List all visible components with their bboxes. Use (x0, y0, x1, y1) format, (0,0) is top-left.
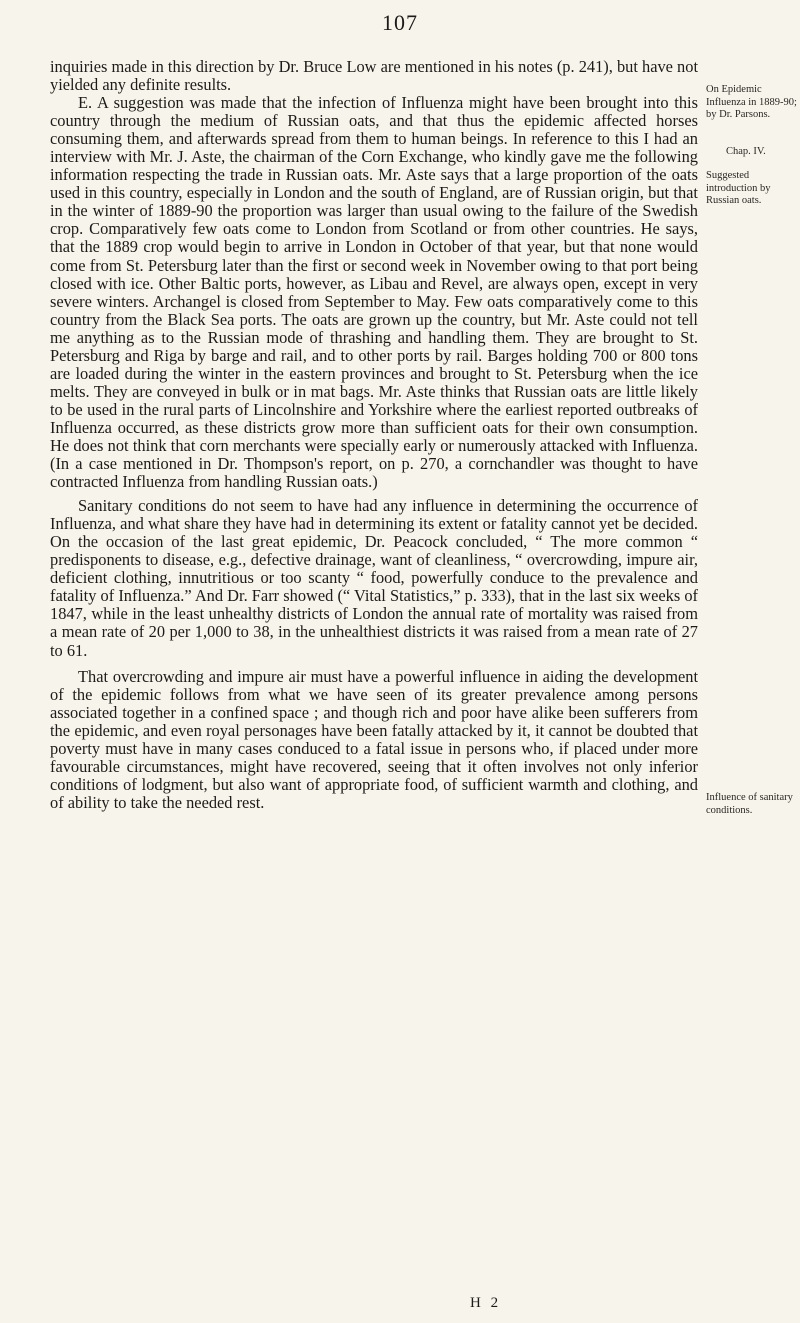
margin-note-sanitary: Influence of sanitary conditions. (706, 792, 793, 816)
signature-mark: H 2 (470, 1295, 502, 1311)
page-number: 107 (382, 10, 418, 35)
paragraph-continuation: inquiries made in this direction by Dr. Bruce Low are mentioned in his notes (p. 241), but have not yielded any definite results. (50, 57, 698, 95)
margin-note-russian-oats: Suggested introduction by Russian oats. (706, 170, 771, 206)
paragraph-overcrowding: That overcrowding and impure air must have a powerful influence in aiding the development of the epidemic follows from what we have seen of its greater prevalence among persons associated together in a confined space ; and though rich and poor have alike been sufferers from the epidemic, and even royal personages have been fatally attacked by it, it cannot be doubted that poverty must have in many cases conduced to a fatal issue in persons who, if placed under more favourable circumstances, might have recovered, seeing that it often involves not only inferior conditions of lodgment, but also want of appropriate food, of sufficient warmth and clothing, and of ability to take the needed rest. (50, 666, 698, 812)
margin-note-chapter: Chap. IV. (726, 146, 766, 157)
paragraph-sanitary-conditions: Sanitary conditions do not seem to have had any influence in determining the occurrence of Influenza, and what share they have had in determining its extent or fatality cannot yet be decided. On the occasion of the last great epidemic, Dr. Peacock concluded, “ The more common “ predisponents to disease, e.g., defective drainage, want of cleanliness, “ overcrowding, impure air, deficient clothing, innutritious or too scanty “ food, powerfully conduce to the prevalence and fatality of Influenza.” And Dr. Farr showed (“ Vital Statistics,” p. 333), that in the last six weeks of 1847, while in the least unhealthy districts of London the annual rate of mortality was raised from a mean rate of 20 per 1,000 to 38, in the unhealthiest districts it was raised from a mean rate of 27 to 61. (50, 496, 698, 660)
paragraph-russian-oats: E. A suggestion was made that the infection of Influenza might have been brought into this country through the medium of Russian oats, and that thus the epidemic affected horses consuming them, and afterwards spread from them to human beings. In reference to this I had an interview with Mr. J. Aste, the chairman of the Corn Exchange, who kindly gave me the following information respecting the trade in Russian oats. Mr. Aste says that a large proportion of the oats used in this country, especially in London and the south of England, are of Russian origin, but that in the winter of 1889-90 the proportion was larger than usual owing to the failure of the Swedish crop. Comparatively few oats come to London from Scotland or from other countries. He says, that the 1889 crop would begin to arrive in London in October of that year, but that none would come from St. Petersburg later than the first or second week in November owing to that port being closed with ice. Other Baltic ports, however, as Libau and Revel, are always open, except in very severe winters. Archangel is closed from September to May. Few oats comparatively come to this country from the Black Sea ports. The oats are grown up the country, but Mr. Aste could not tell me anything as to the Russian mode of thrashing and handling them. They are brought to St. Petersburg and Riga by barge and rail, and to other ports by rail. Barges holding 700 or 800 tons are loaded during the winter in the eastern provinces and brought to St. Petersburg when the ice melts. They are conveyed in bulk or in mat bags. Mr. Aste thinks that Russian oats are little likely to be used in the rural parts of Lincolnshire and Yorkshire where the earliest reported outbreaks of Influenza occurred, as these districts grow more than sufficient oats for their own consumption. He does not think that corn merchants were specially early or numerously attacked with Influenza. (In a case mentioned in Dr. Thompson's report, on p. 270, a cornchandler was thought to have contracted Influenza from handling Russian oats.) (50, 93, 698, 492)
margin-note-running-title: On Epidemic Influenza in 1889-90; by Dr. Parsons. (706, 84, 797, 120)
body-text (50, 58, 698, 812)
